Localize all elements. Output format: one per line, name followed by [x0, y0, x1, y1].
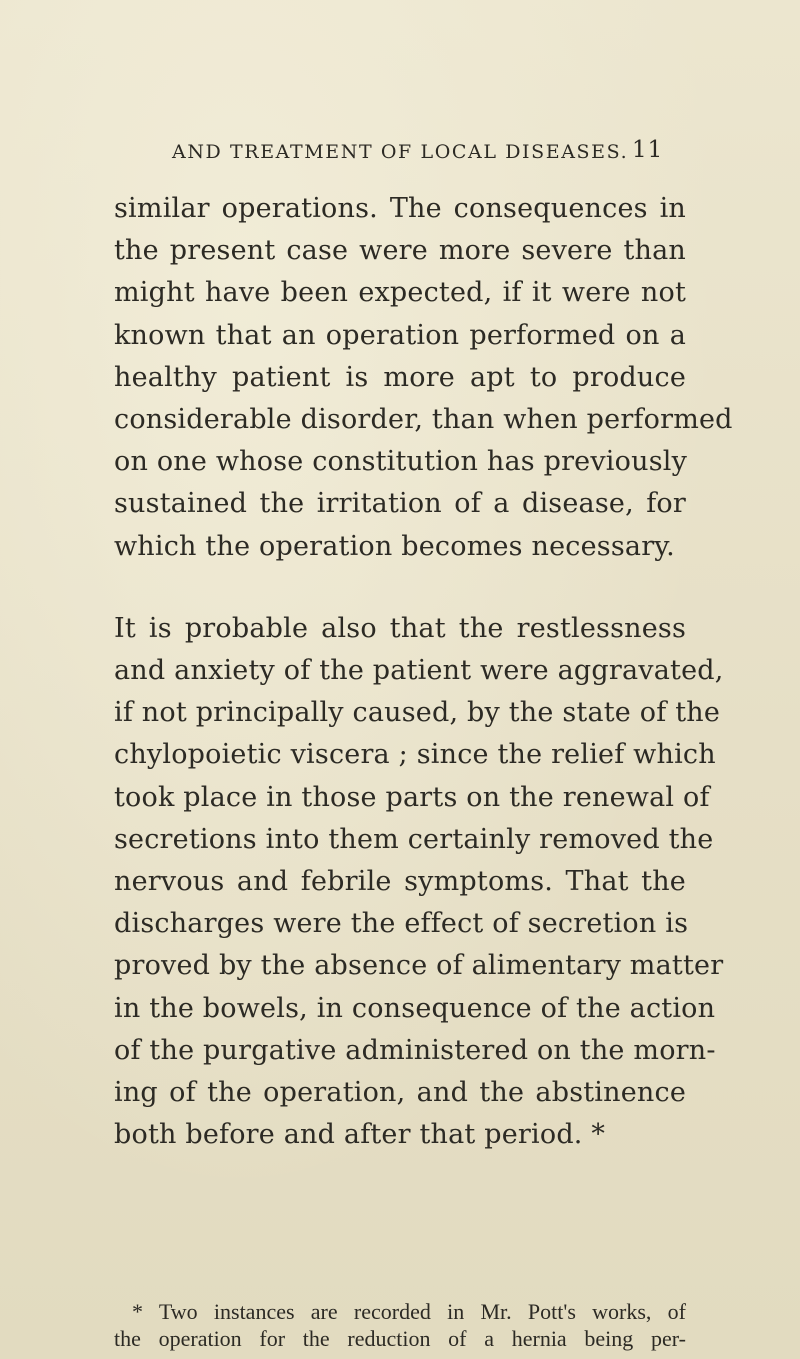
text-line: both before and after that period. * — [114, 1119, 606, 1151]
running-header — [172, 137, 692, 163]
text-line: if not principally caused, by the state of the — [114, 697, 721, 729]
text-line: considerable disorder, than when performed — [114, 404, 733, 436]
text-line: healthy patient is more apt to produce — [114, 361, 686, 393]
text-line: the present case were more severe than — [114, 235, 686, 267]
text-line: which the operation becomes necessary. — [114, 530, 675, 562]
text-line: chylopoietic viscera ; since the relief which — [114, 739, 716, 771]
text-line: in the bowels, in consequence of the action — [114, 992, 716, 1024]
text-line: secretions into them certainly removed the — [114, 823, 714, 855]
text-line: sustained the irritation of a disease, for — [114, 488, 686, 520]
running-title: AND TREATMENT OF LOCAL DISEASES. — [172, 141, 629, 163]
footnote-line: * Two instances are recorded in Mr. Pott's works, of — [132, 1299, 686, 1324]
text-line: It is probable also that the restlessness — [114, 612, 686, 644]
text-line: proved by the absence of alimentary matter — [114, 950, 724, 982]
footnote-line: the operation for the reduction of a hernia being per- — [114, 1326, 686, 1351]
paragraph-1 — [114, 188, 733, 568]
page-number: 11 — [632, 137, 664, 163]
text-line: took place in those parts on the renewal of — [114, 781, 710, 813]
text-line: discharges were the effect of secretion is — [114, 908, 689, 940]
text-line: nervous and febrile symptoms. That the — [114, 866, 686, 898]
text-line: ing of the operation, and the abstinence — [114, 1077, 686, 1109]
text-line: and anxiety of the patient were aggravated, — [114, 655, 724, 687]
text-line: similar operations. The consequences in — [114, 193, 686, 224]
text-line: of the purgative administered on the morn- — [114, 1034, 716, 1066]
text-line: known that an operation performed on a — [114, 319, 686, 351]
text-line: on one whose constitution has previously — [114, 446, 688, 478]
footnote — [114, 1298, 686, 1352]
paragraph-gap — [114, 568, 686, 608]
text-line: might have been expected, if it were not — [114, 277, 686, 309]
body-text — [114, 188, 733, 1156]
paragraph-2 — [114, 608, 724, 1157]
